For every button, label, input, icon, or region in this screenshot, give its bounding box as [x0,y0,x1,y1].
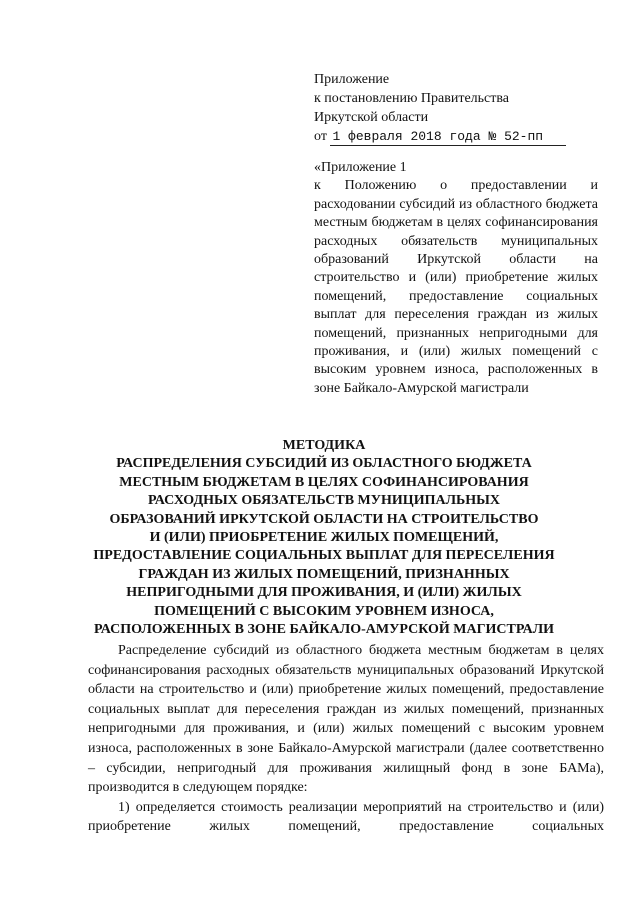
title-line-1: МЕТОДИКА [282,438,366,453]
date-prefix: от [314,129,327,144]
title-line-2: РАСПРЕДЕЛЕНИЯ СУБСИДИЙ ИЗ ОБЛАСТНОГО БЮДЖЕТА [116,456,532,472]
header-line-3: Иркутской области [314,110,429,125]
title-line-9: НЕПРИГОДНЫМИ ДЛЯ ПРОЖИВАНИЯ, И (ИЛИ) ЖИЛЫХ [126,585,522,601]
reference-block [314,159,598,398]
title-line-10: ПОМЕЩЕНИЙ С ВЫСОКИМ УРОВНЕМ ИЗНОСА, [154,603,494,619]
title-line-11: РАСПОЛОЖЕННЫХ В ЗОНЕ БАЙКАЛО-АМУРСКОЙ МАГИСТРАЛИ [93,622,555,638]
title-line-3: МЕСТНЫМ БЮДЖЕТАМ В ЦЕЛЯХ СОФИНАНСИРОВАНИЯ [119,474,529,490]
date-line [314,129,566,144]
header-line-1: Приложение [314,72,390,87]
date-value: 1 февраля 2018 года № 52-пп [330,129,566,146]
header-line-2: к постановлению Правительства [314,91,510,106]
title-line-5: ОБРАЗОВАНИЙ ИРКУТСКОЙ ОБЛАСТИ НА СТРОИТЕЛЬСТВО [109,511,539,527]
body-paragraph-1: Распределение субсидий из областного бюджета местным бюджетам в целях софинансирования расходных обязательств муниципальных образований Иркутской области на строительство и (или) приобретение жилых помещений, предоставление социальных выплат для переселения граждан из жилых помещений, признанных непригодными для проживания, и (или) жилых помещений с высоким уровнем износа, расположенных в зоне Байкало-Амурской магистрали (далее соответственно – субсидии, непригодный для проживания жилищный фонд в зоне БАМа), производится в следующем порядке: [88,643,604,796]
appendix-header [314,70,604,146]
title-line-7: ПРЕДОСТАВЛЕНИЕ СОЦИАЛЬНЫХ ВЫПЛАТ ДЛЯ ПЕРЕСЕЛЕНИЯ [93,548,555,564]
body-paragraph-2: 1) определяется стоимость реализации мероприятий на строительство и (или) приобретение жилых помещений, предоставление социальных [88,799,604,835]
title-line-6: И (ИЛИ) ПРИОБРЕТЕНИЕ ЖИЛЫХ ПОМЕЩЕНИЙ, [149,530,499,546]
document-title [40,437,608,639]
document-body [88,641,604,837]
title-line-4: РАСХОДНЫХ ОБЯЗАТЕЛЬСТВ МУНИЦИПАЛЬНЫХ [147,493,501,509]
reference-title: «Приложение 1 [314,160,407,175]
title-line-8: ГРАЖДАН ИЗ ЖИЛЫХ ПОМЕЩЕНИЙ, ПРИЗНАННЫХ [138,566,510,582]
reference-text: к Положению о предоставлении и расходовании субсидий из областного бюджета местным бюджетам в целях софинансирования расходных обязательств муниципальных образований Иркутской области на строительство и (или) приобретение жилых помещений, предоставление социальных выплат для переселения граждан из жилых помещений, признанных непригодными для проживания, и (или) жилых помещений с высоким уровнем износа, расположенных в зоне Байкало-Амурской магистрали [314,178,598,396]
